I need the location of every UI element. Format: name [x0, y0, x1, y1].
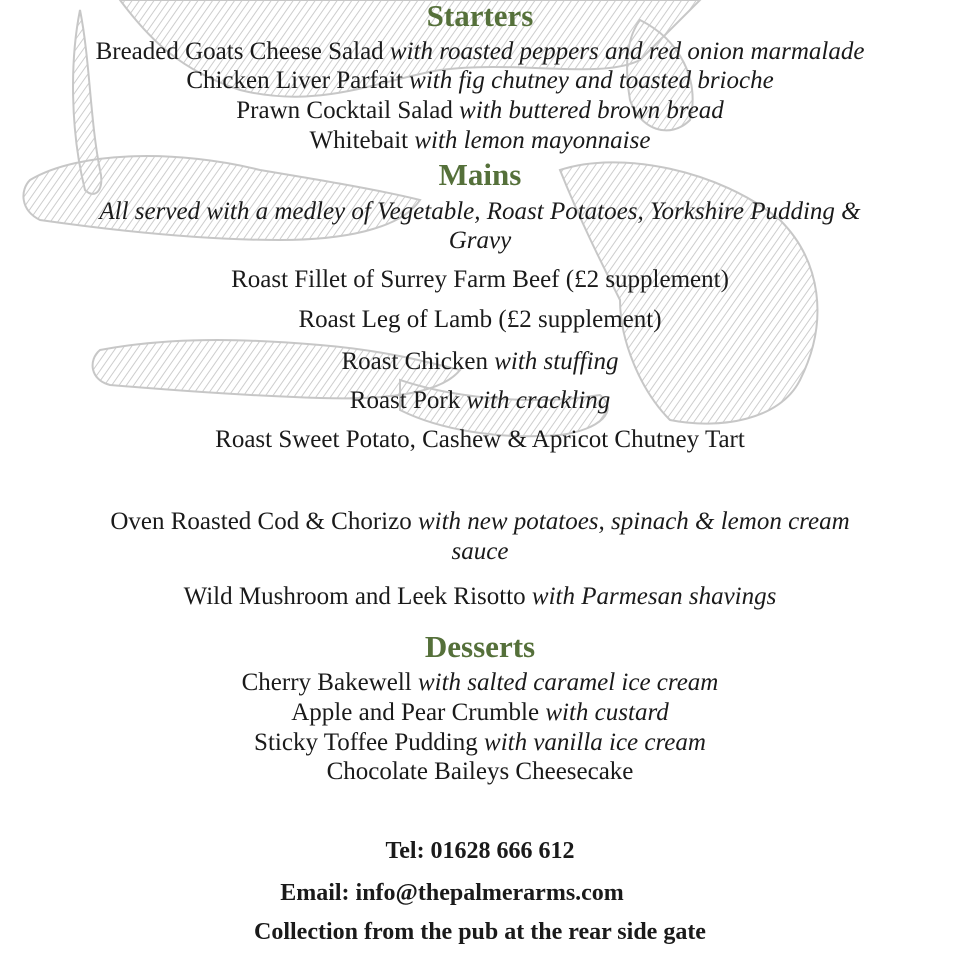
main-item: Roast Fillet of Surrey Farm Beef (£2 supplement): [231, 266, 729, 293]
starter-item: Chicken Liver Parfait with fig chutney and toasted brioche: [186, 67, 774, 94]
main-item-risotto: Wild Mushroom and Leek Risotto with Parmesan shavings: [183, 583, 777, 610]
dessert-item: Cherry Bakewell with salted caramel ice cream: [241, 669, 719, 696]
starter-item: Breaded Goats Cheese Salad with roasted peppers and red onion marmalade: [95, 38, 865, 65]
main-item: Roast Sweet Potato, Cashew & Apricot Chutney Tart: [215, 426, 745, 453]
dessert-item: Apple and Pear Crumble with custard: [291, 699, 669, 726]
starter-item: Whitebait with lemon mayonnaise: [309, 127, 651, 154]
main-item-cod: Oven Roasted Cod & Chorizo with new potatoes, spinach & lemon cream: [110, 508, 850, 535]
dessert-item: Chocolate Baileys Cheesecake: [326, 758, 634, 785]
main-item: Roast Leg of Lamb (£2 supplement): [298, 306, 662, 333]
mains-heading: Mains: [438, 157, 522, 192]
starters-heading: Starters: [426, 0, 534, 33]
mains-note-continued: Gravy: [448, 227, 512, 254]
main-item: Roast Chicken with stuffing: [341, 348, 619, 375]
dessert-item: Sticky Toffee Pudding with vanilla ice cream: [254, 729, 706, 756]
desserts-heading: Desserts: [424, 629, 536, 664]
mains-note: All served with a medley of Vegetable, Roast Potatoes, Yorkshire Pudding &: [99, 198, 861, 225]
telephone: Tel: 01628 666 612: [385, 838, 575, 864]
main-item: Roast Pork with crackling: [349, 387, 611, 414]
collection-note: Collection from the pub at the rear side gate: [254, 919, 706, 945]
starter-item: Prawn Cocktail Salad with buttered brown bread: [236, 97, 724, 124]
email: Email: info@thepalmerarms.com: [280, 880, 624, 906]
main-item-cod-continued: sauce: [451, 538, 509, 565]
